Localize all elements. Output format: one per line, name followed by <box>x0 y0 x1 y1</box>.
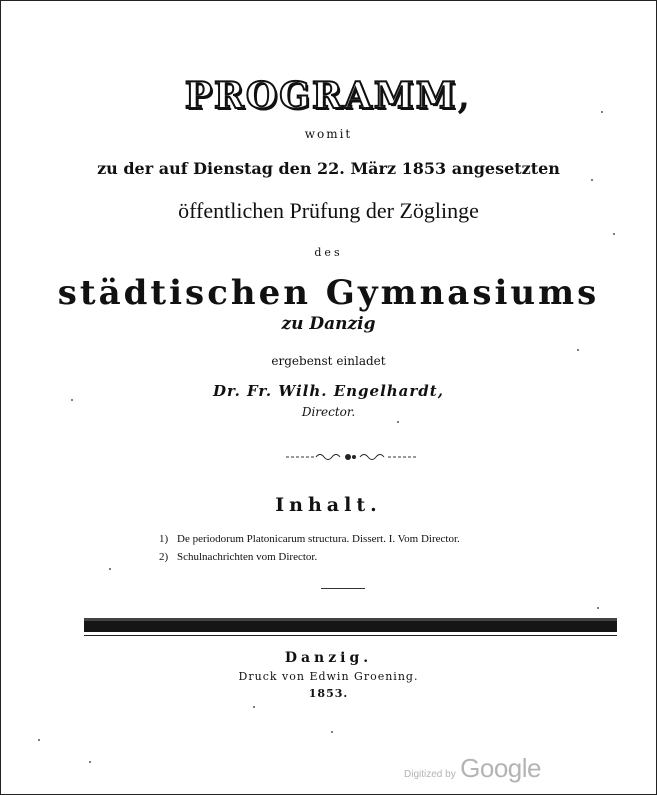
scan-speck <box>89 761 91 763</box>
scan-speck <box>71 399 73 401</box>
scan-speck <box>397 421 399 423</box>
imprint-year: 1853. <box>308 687 349 700</box>
list-item <box>159 548 460 566</box>
watermark-logo: Google <box>460 753 541 783</box>
scan-speck <box>577 349 579 351</box>
list-item <box>159 530 460 548</box>
article-word: des <box>314 246 343 259</box>
scan-speck <box>597 607 599 609</box>
scan-speck <box>613 233 615 235</box>
list-item-number: 1) <box>159 533 169 545</box>
author-role: Director. <box>301 405 356 419</box>
scan-speck <box>109 568 111 570</box>
invitation-line: ergebenst einladet <box>271 354 386 368</box>
scan-speck <box>601 111 603 113</box>
imprint-city: Danzig. <box>284 650 373 666</box>
list-item-text: Schulnachrichten vom Director. <box>177 551 318 563</box>
city-line: zu Danzig <box>281 314 376 334</box>
watermark-prefix: Digitized by <box>404 769 456 780</box>
institution-name: städtischen Gymnasiums <box>57 273 600 313</box>
contents-heading: Inhalt. <box>275 494 382 516</box>
list-item-text: De periodorum Platonicarum structura. Dissert. I. Vom Director. <box>177 533 460 545</box>
ornament-divider-icon <box>286 450 416 464</box>
title-text: PROGRAMM <box>184 75 458 117</box>
short-divider <box>321 588 365 589</box>
contents-list <box>159 530 460 566</box>
digitized-watermark <box>404 753 541 784</box>
exam-date-line: zu der auf Dienstag den 22. März 1853 angesetzten <box>97 159 560 178</box>
scan-speck <box>331 731 333 733</box>
thick-divider <box>84 618 617 632</box>
list-item-number: 2) <box>159 551 169 563</box>
imprint-printer: Druck von Edwin Groening. <box>238 670 419 683</box>
author-name: Dr. Fr. Wilh. Engelhardt, <box>213 382 444 400</box>
scan-speck <box>38 739 40 741</box>
exam-line: öffentlichen Prüfung der Zöglinge <box>178 198 479 223</box>
scan-speck <box>253 706 255 708</box>
intro-word: womit <box>304 127 353 141</box>
title-punctuation: , <box>457 75 473 117</box>
page-title <box>1 75 656 117</box>
scan-speck <box>591 179 593 181</box>
